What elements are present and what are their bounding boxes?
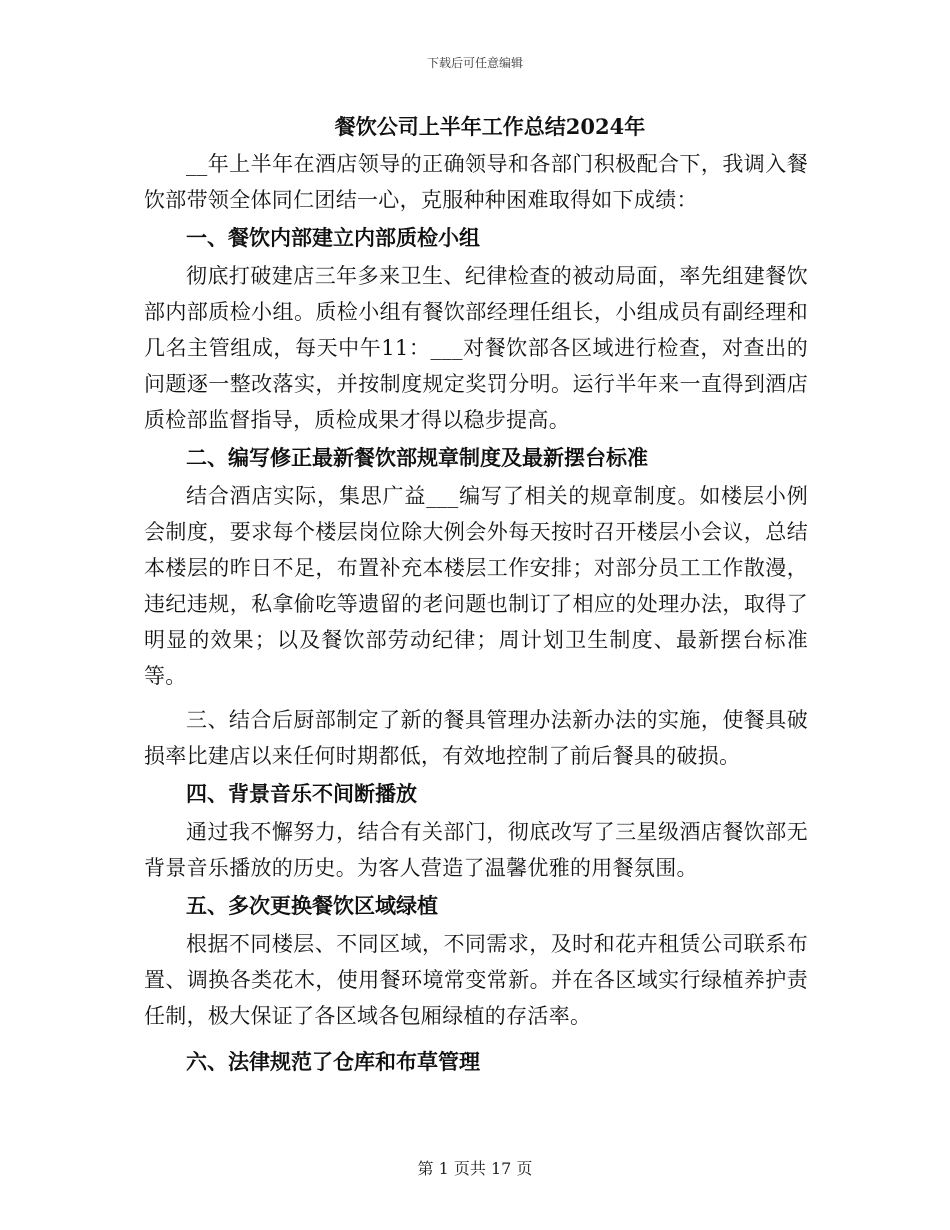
document-body bbox=[144, 108, 808, 1082]
intro-paragraph: __年上半年在酒店领导的正确领导和各部门积极配合下，我调入餐饮部带领全体同仁团结一心，克服种种困难取得如下成绩： bbox=[144, 152, 808, 212]
section-2-heading: 二、编写修正最新餐饮部规章制度及最新摆台标准 bbox=[186, 445, 648, 470]
section-4-body: 通过我不懈努力，结合有关部门，彻底改写了三星级酒店餐饮部无背景音乐播放的历史。为客人营造了温馨优雅的用餐氛围。 bbox=[144, 820, 808, 880]
section-1-body: 彻底打破建店三年多来卫生、纪律检查的被动局面，率先组建餐饮部内部质检小组。质检小组有餐饮部经理任组长，小组成员有副经理和几名主管组成，每天中午11：___对餐饮部各区域进行检查，对查出的问题逐一整改落实，并按制度规定奖罚分明。运行半年来一直得到酒店质检部监督指导，质检成果才得以稳步提高。 bbox=[144, 264, 808, 432]
document-title: 餐饮公司上半年工作总结2024年 bbox=[334, 114, 646, 139]
page-header-note: 下载后可任意编辑 bbox=[426, 56, 523, 70]
section-5-body: 根据不同楼层、不同区域，不同需求，及时和花卉租赁公司联系布置、调换各类花木，使用餐环境常变常新。并在各区域实行绿植养护责任制，极大保证了各区域各包厢绿植的存活率。 bbox=[144, 932, 808, 1028]
section-2-body: 结合酒店实际，集思广益___编写了相关的规章制度。如楼层小例会制度，要求每个楼层岗位除大例会外每天按时召开楼层小会议，总结本楼层的昨日不足，布置补充本楼层工作安排；对部分员工工作散漫，违纪违规，私拿偷吃等遗留的老问题也制订了相应的处理办法，取得了明显的效果；以及餐饮部劳动纪律；周计划卫生制度、最新摆台标准等。 bbox=[144, 484, 808, 688]
section-4-heading: 四、背景音乐不间断播放 bbox=[186, 781, 417, 806]
section-3-body: 三、结合后厨部制定了新的餐具管理办法新办法的实施，使餐具破损率比建店以来任何时期都低，有效地控制了前后餐具的破损。 bbox=[144, 708, 808, 768]
page-number-footer: 第 1 页共 17 页 bbox=[417, 1159, 533, 1178]
section-1-heading: 一、餐饮内部建立内部质检小组 bbox=[186, 225, 480, 250]
section-6-heading: 六、法律规范了仓库和布草管理 bbox=[186, 1049, 480, 1074]
section-5-heading: 五、多次更换餐饮区域绿植 bbox=[186, 893, 438, 918]
